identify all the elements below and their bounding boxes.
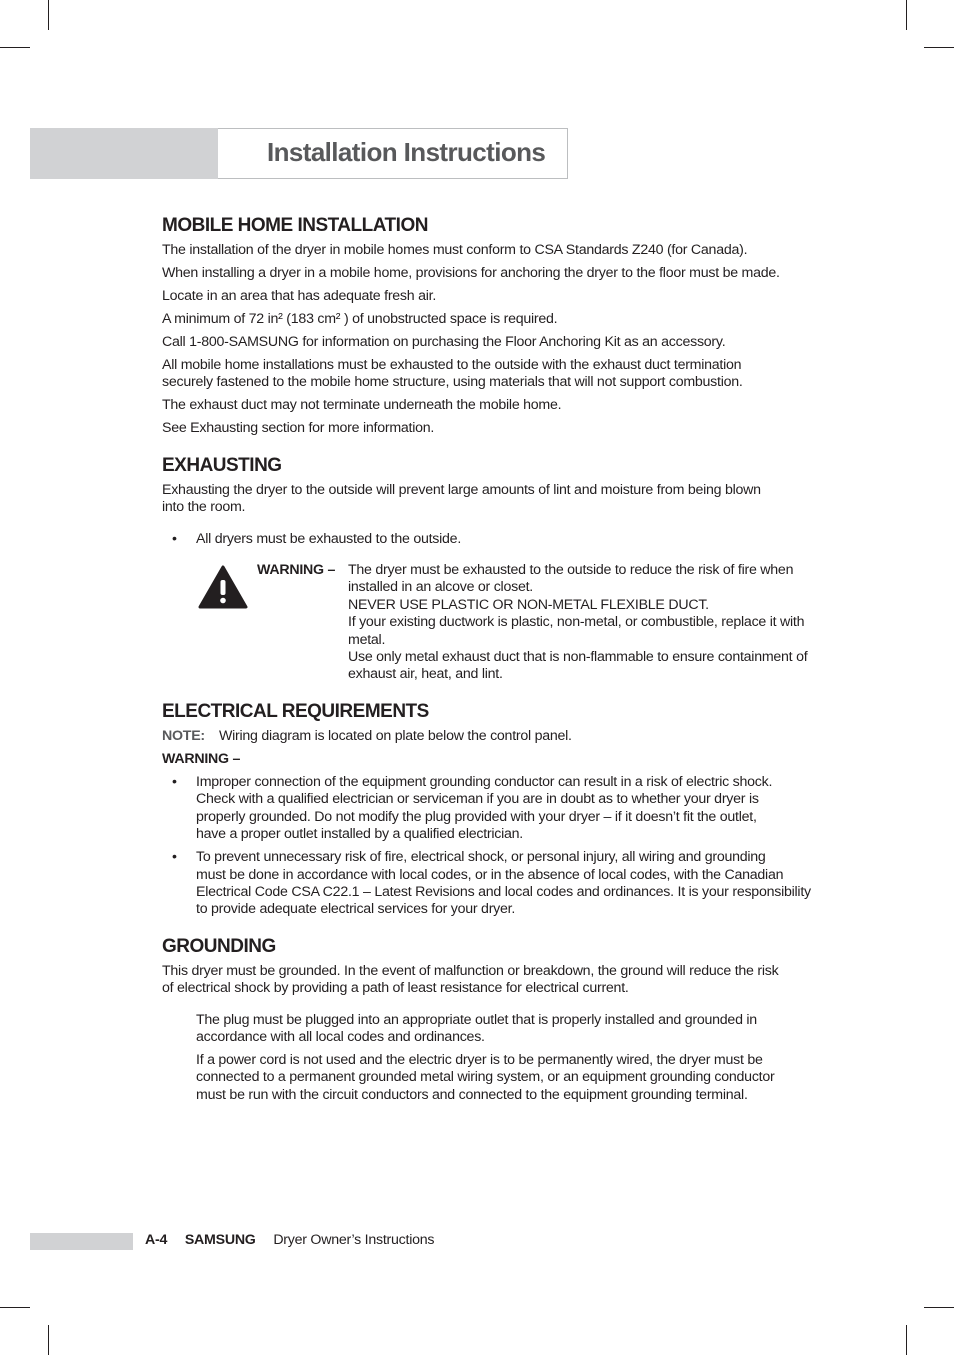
bullet-dot: •	[172, 530, 177, 547]
paragraph: A minimum of 72 in² (183 cm² ) of unobstructed space is required.	[162, 311, 558, 327]
crop-mark	[0, 1307, 30, 1308]
warning-label: WARNING –	[257, 562, 336, 579]
paragraph: All mobile home installations must be exhausted to the outside with the exhaust duct termination securely fastened to the mobile home structure, using materials that will not support combustion.	[162, 357, 743, 391]
page-number: A-4	[145, 1232, 168, 1248]
paragraph: If a power cord is not used and the electric dryer is to be permanently wired, the dryer must be connected to a permanent grounded metal wiring system, or an equipment grounding conductor must be run with the circuit conductors and connected to the equipment grounding terminal.	[196, 1051, 775, 1103]
crop-mark	[48, 0, 49, 30]
paragraph: This dryer must be grounded. In the event of malfunction or breakdown, the ground will reduce the risk of electrical shock by providing a path of least resistance for electrical current.	[162, 962, 779, 997]
header-accent-bar	[30, 128, 218, 179]
warning-callout	[198, 562, 842, 684]
paragraph: The installation of the dryer in mobile homes must conform to CSA Standards Z240 (for Canada).	[162, 242, 748, 258]
crop-mark	[0, 47, 30, 48]
paragraph: When installing a dryer in a mobile home, provisions for anchoring the dryer to the floor must be made.	[162, 265, 780, 281]
brand-name: SAMSUNG	[184, 1232, 256, 1248]
list-item: • To prevent unnecessary risk of fire, electrical shock, or personal injury, all wiring and grounding must be done in accordance with local codes, or in the absence of local codes, with the Canadian Electrical Code CSA C22.1 – Latest Revisions and local codes and ordinances. It is your responsibility to provide adequate electrical services for your dryer.	[172, 849, 811, 918]
note	[162, 728, 842, 745]
document-title: Dryer Owner’s Instructions	[273, 1232, 435, 1248]
bullet-dot: •	[172, 773, 177, 790]
footer-accent-bar	[30, 1233, 133, 1250]
note-label: NOTE:	[162, 727, 205, 744]
section-grounding	[162, 935, 842, 1104]
list-item: • All dryers must be exhausted to the outside.	[172, 530, 462, 547]
main-content	[162, 214, 842, 1120]
section-heading: ELECTRICAL REQUIREMENTS	[162, 700, 429, 722]
section-heading: EXHAUSTING	[162, 454, 282, 476]
crop-mark	[906, 1325, 907, 1355]
page-title: Installation Instructions	[267, 137, 546, 167]
paragraph: Locate in an area that has adequate fresh air.	[162, 288, 437, 304]
warning-label: WARNING –	[162, 750, 241, 767]
section-heading: GROUNDING	[162, 935, 276, 957]
crop-mark	[924, 47, 954, 48]
crop-mark	[906, 0, 907, 30]
paragraph: Exhausting the dryer to the outside will prevent large amounts of lint and moisture from being blown into the room.	[162, 481, 761, 516]
crop-mark	[48, 1325, 49, 1355]
section-exhausting	[162, 454, 842, 684]
section-heading: MOBILE HOME INSTALLATION	[162, 215, 428, 236]
crop-mark	[924, 1307, 954, 1308]
indented-block	[162, 1012, 842, 1105]
warning-triangle-icon	[198, 564, 248, 610]
paragraph: Call 1-800-SAMSUNG for information on purchasing the Floor Anchoring Kit as an accessory.	[162, 334, 726, 350]
paragraph: The plug must be plugged into an appropriate outlet that is properly installed and grounded in accordance with all local codes and ordinances.	[196, 1011, 757, 1045]
page-footer	[145, 1232, 434, 1248]
section-electrical	[162, 700, 842, 919]
paragraph: See Exhausting section for more information.	[162, 420, 435, 437]
list-item: • Improper connection of the equipment grounding conductor can result in a risk of electric shock. Check with a qualified electrician or serviceman if you are in doubt as to whether your dryer is properly grounded. Do not modify the plug provided with your dryer – if it doesn’t fit the outlet, have a proper outlet installed by a qualified electrician.	[172, 773, 773, 843]
warning-text: The dryer must be exhausted to the outside to reduce the risk of fire when installed in an alcove or closet. NEVER USE PLASTIC OR NON-METAL FLEXIBLE DUCT. If your existing ductwork is plastic, non-metal, or combustible, replace it with metal. Use only metal exhaust duct that is non-flammable to ensure containment of exhaust air, heat, and lint.	[348, 562, 808, 683]
paragraph: The exhaust duct may not terminate underneath the mobile home.	[162, 397, 562, 414]
bullet-dot: •	[172, 849, 177, 866]
note-text: Wiring diagram is located on plate below the control panel.	[219, 727, 572, 744]
section-mobile-home	[162, 214, 842, 438]
